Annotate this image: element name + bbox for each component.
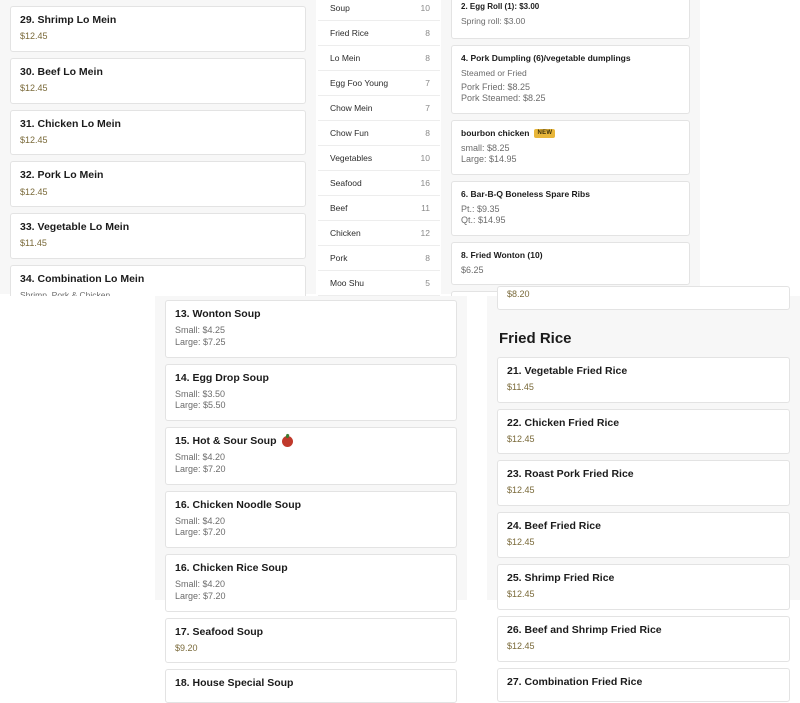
menu-item-card[interactable] [451, 120, 690, 175]
menu-item-card[interactable] [10, 110, 306, 156]
menu-item-name: 24. Beef Fried Rice [507, 520, 601, 533]
menu-item-price: Small: $4.20 [175, 515, 226, 526]
category-count: 8 [425, 53, 430, 63]
menu-item-name: 32. Pork Lo Mein [20, 169, 104, 182]
menu-item-card[interactable] [451, 242, 690, 285]
menu-item-name: 18. House Special Soup [175, 677, 294, 690]
category-row[interactable] [318, 0, 440, 21]
category-row[interactable] [318, 271, 440, 296]
menu-item-description: Steamed or Fried [461, 67, 527, 78]
menu-item-price-secondary: Large: $7.20 [175, 463, 226, 474]
category-list-panel[interactable] [318, 0, 440, 294]
menu-item-price-secondary: Large: $7.20 [175, 590, 226, 601]
menu-item-name: 22. Chicken Fried Rice [507, 416, 620, 429]
category-row[interactable] [318, 221, 440, 246]
menu-item-card[interactable] [10, 6, 306, 52]
menu-item-price: $12.45 [507, 589, 535, 600]
menu-item-name: 33. Vegetable Lo Mein [20, 221, 130, 234]
menu-item-price: Pt.: $9.35 [461, 203, 500, 214]
category-row[interactable] [318, 71, 440, 96]
menu-item-card[interactable] [451, 181, 690, 236]
category-count: 5 [425, 278, 430, 288]
menu-item-name: 21. Vegetable Fried Rice [507, 364, 628, 377]
menu-item-card[interactable] [497, 512, 790, 558]
category-row[interactable] [318, 121, 440, 146]
menu-item-price: small: $8.25 [461, 142, 510, 153]
new-badge: NEW [534, 129, 555, 139]
spicy-pepper-icon [282, 436, 293, 447]
menu-item-description: Spring roll: $3.00 [461, 16, 526, 26]
bottom-middle-gutter [467, 296, 487, 600]
menu-item-name: 26. Beef and Shrimp Fried Rice [507, 623, 662, 636]
category-row[interactable] [318, 196, 440, 221]
menu-item-name: 14. Egg Drop Soup [175, 371, 269, 384]
category-row[interactable] [318, 146, 440, 171]
menu-item-price: $12.45 [20, 134, 48, 145]
menu-item-price-secondary: Large: $7.25 [175, 336, 226, 347]
menu-item-price: $12.45 [507, 485, 535, 496]
menu-item-price: $11.45 [507, 381, 534, 392]
category-label: Beef [330, 203, 348, 213]
menu-item-name: 2. Egg Roll (1): $3.00 [461, 2, 540, 11]
category-label: Chicken [330, 228, 361, 238]
category-label: Chow Mein [330, 103, 373, 113]
menu-item-price: $12.45 [507, 433, 535, 444]
menu-item-name: 27. Combination Fried Rice [507, 675, 643, 688]
menu-item-card[interactable] [165, 491, 457, 549]
menu-item-name: 23. Roast Pork Fried Rice [507, 468, 634, 481]
category-row[interactable] [318, 171, 440, 196]
category-count: 16 [420, 178, 430, 188]
menu-item-card[interactable] [10, 58, 306, 104]
category-count: 10 [420, 3, 430, 13]
category-label: Soup [330, 3, 350, 13]
menu-item-price: $12.45 [20, 82, 48, 93]
section-heading: Fried Rice [499, 329, 572, 347]
menu-item-price: $12.45 [20, 31, 48, 42]
menu-item-price: $12.45 [507, 537, 535, 548]
category-count: 7 [425, 78, 430, 88]
menu-item-card[interactable] [165, 669, 457, 703]
menu-item-card[interactable] [165, 300, 457, 358]
category-row[interactable] [318, 246, 440, 271]
menu-item-card[interactable] [497, 409, 790, 455]
category-count: 8 [425, 28, 430, 38]
menu-item-card-partial[interactable] [497, 286, 790, 310]
category-label: Chow Fun [330, 128, 369, 138]
right-gutter [700, 0, 800, 294]
menu-item-name: 30. Beef Lo Mein [20, 65, 103, 78]
menu-item-price: Small: $4.25 [175, 325, 226, 336]
menu-item-name: 16. Chicken Rice Soup [175, 562, 288, 574]
menu-item-name: 31. Chicken Lo Mein [20, 117, 121, 130]
soup-menu-panel[interactable] [155, 296, 467, 690]
menu-item-name: 17. Seafood Soup [175, 625, 264, 638]
menu-item-card[interactable] [497, 357, 790, 403]
bottom-left-gutter [0, 296, 155, 600]
menu-item-price: Pork Fried: $8.25 [461, 81, 531, 92]
appetizers-menu-panel[interactable] [441, 0, 700, 294]
category-count: 8 [425, 253, 430, 263]
menu-item-name: bourbon chicken NEW [461, 128, 680, 139]
fried-rice-menu-panel[interactable] [487, 289, 800, 688]
menu-item-card[interactable] [451, 0, 690, 39]
category-count: 7 [425, 103, 430, 113]
menu-item-price: Small: $3.50 [175, 388, 226, 399]
menu-item-price: $12.45 [20, 186, 48, 197]
menu-item-price: Small: $4.20 [175, 452, 226, 463]
menu-item-card[interactable] [497, 460, 790, 506]
menu-item-name: 34. Combination Lo Mein [20, 273, 145, 286]
menu-item-card[interactable] [497, 668, 790, 702]
menu-item-price-secondary: Large: $14.95 [461, 154, 517, 165]
menu-item-card[interactable] [165, 554, 457, 612]
menu-item-card[interactable] [497, 564, 790, 610]
category-count: 12 [420, 228, 430, 238]
category-row[interactable] [318, 21, 440, 46]
menu-item-price-secondary: Pork Steamed: $8.25 [461, 93, 546, 104]
menu-item-name: 25. Shrimp Fried Rice [507, 571, 615, 584]
menu-item-card[interactable] [10, 161, 306, 207]
menu-item-price: $11.45 [20, 238, 47, 249]
category-label: Egg Foo Young [330, 78, 389, 88]
category-label: Seafood [330, 178, 362, 188]
menu-item-card[interactable] [165, 427, 457, 485]
menu-item-name: 6. Bar-B-Q Boneless Spare Ribs [461, 189, 590, 200]
category-count: 10 [420, 153, 430, 163]
menu-item-card[interactable] [165, 618, 457, 664]
menu-item-card[interactable] [10, 213, 306, 259]
menu-item-price-secondary: Large: $7.20 [175, 527, 226, 538]
menu-item-price-secondary: Qt.: $14.95 [461, 215, 506, 226]
menu-item-card[interactable] [165, 364, 457, 422]
menu-item-price-secondary: Large: $5.50 [175, 400, 226, 411]
menu-item-price: $6.25 [461, 264, 484, 275]
category-count: 8 [425, 128, 430, 138]
menu-item-name: 13. Wonton Soup [175, 308, 261, 320]
category-label: Moo Shu [330, 278, 365, 288]
category-count: 11 [421, 203, 430, 213]
menu-item-price: $12.45 [507, 640, 535, 651]
category-label: Vegetables [330, 153, 373, 163]
menu-item-price: Small: $4.20 [175, 579, 226, 590]
menu-item-price: $9.20 [175, 642, 198, 653]
menu-item-card[interactable] [451, 45, 690, 114]
menu-item-name: 15. Hot & Sour Soup [175, 435, 447, 448]
menu-item-price: $8.20 [507, 289, 530, 299]
menu-item-name: 4. Pork Dumpling (6)/vegetable dumplings [461, 53, 631, 64]
menu-item-name: 8. Fried Wonton (10) [461, 250, 543, 261]
category-row[interactable] [318, 96, 440, 121]
lo-mein-menu-panel[interactable] [0, 0, 316, 294]
category-label: Pork [330, 253, 348, 263]
category-label: Fried Rice [330, 28, 369, 38]
menu-item-name: 16. Chicken Noodle Soup [175, 498, 302, 511]
category-label: Lo Mein [330, 53, 361, 63]
menu-item-card[interactable] [497, 616, 790, 662]
category-row[interactable] [318, 46, 440, 71]
menu-item-name: 29. Shrimp Lo Mein [20, 14, 117, 26]
